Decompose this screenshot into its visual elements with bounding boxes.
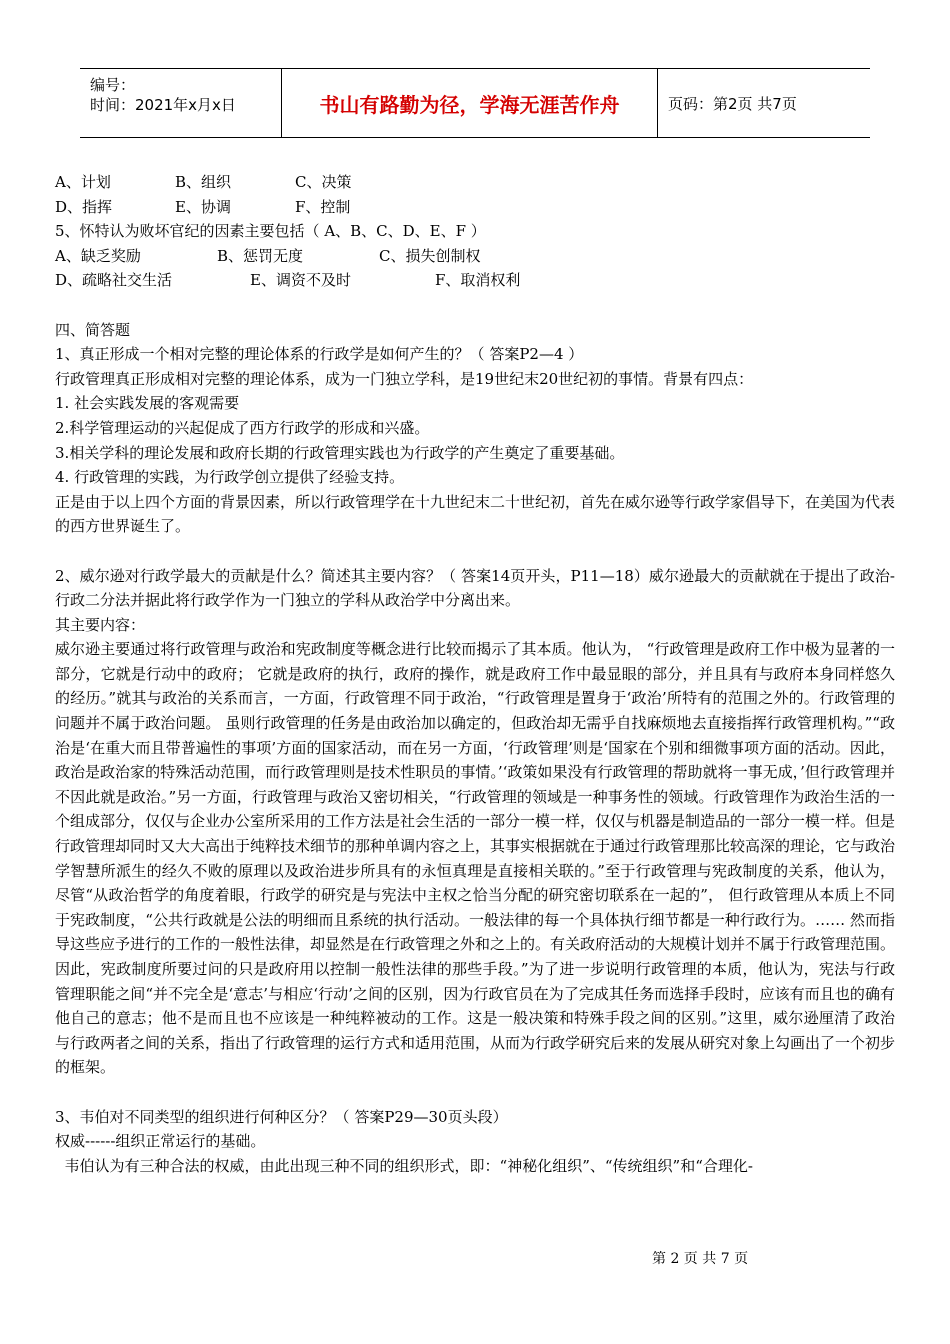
option-c: C、损失创制权 [379, 246, 481, 265]
paragraph: 韦伯认为有三种合法的权威，由此出现三种不同的组织形式，即：“神秘化组织”、“传统组织”和“合理化- [55, 1156, 753, 1175]
number-label: 编号： [90, 76, 136, 94]
list-item: 1. 社会实践发展的客观需要 [55, 394, 240, 413]
subheading: 权威------组织正常运行的基础。 [55, 1132, 266, 1151]
option-b: B、惩罚无度 [217, 246, 304, 265]
header-motto: 书山有路勤为径，学海无涯苦作舟 [282, 69, 658, 137]
question-stem: 5、怀特认为败坏官纪的因素主要包括（ A、B、C、D、E、F ） [55, 222, 486, 241]
header-page-info: 页码：第2页 共7页 [668, 94, 797, 113]
option-e: E、调资不及时 [250, 271, 351, 290]
options-row [55, 170, 895, 195]
header-meta [80, 69, 282, 137]
question-title: 2、威尔逊对行政学最大的贡献是什么？简述其主要内容？（ 答案14页开头，P11—18）威尔逊最大的贡献就在于提出了政治-行政二分法并据此将行政学作为一门独立的学科从政治学中分离出来。 [55, 566, 895, 610]
subheading: 其主要内容： [55, 615, 146, 634]
option-d: D、疏略社交生活 [55, 271, 173, 290]
page-footer: 第 2 页 共 7 页 [652, 1251, 749, 1267]
option-c: C、决策 [295, 173, 352, 191]
question-title: 1、真正形成一个相对完整的理论体系的行政学是如何产生的？（ 答案P2—4 ） [55, 345, 584, 364]
option-d: D、指挥 [55, 197, 113, 216]
option-e: E、协调 [175, 197, 231, 216]
option-a: A、缺乏奖励 [55, 246, 141, 265]
section-title: 四、简答题 [55, 320, 131, 339]
question-title: 3、韦伯对不同类型的组织进行何种区分？（ 答案P29—30页头段） [55, 1107, 508, 1126]
page-header [80, 68, 870, 138]
paragraph: 行政管理真正形成相对完整的理论体系，成为一门独立学科，是19世纪末20世纪初的事情。背景有四点： [55, 369, 754, 388]
document-body [55, 170, 895, 1178]
list-item: 4. 行政管理的实践，为行政学创立提供了经验支持。 [55, 468, 405, 487]
paragraph: 正是由于以上四个方面的背景因素，所以行政管理学在十九世纪末二十世纪初，首先在威尔逊等行政学家倡导下，在美国为代表的西方世界诞生了。 [55, 492, 896, 536]
time-label: 时间：2021年x月x日 [90, 96, 236, 114]
option-a: A、计划 [55, 173, 111, 191]
options-row [55, 244, 895, 269]
paragraph: 威尔逊主要通过将行政管理与政治和宪政制度等概念进行比较而揭示了其本质。他认为， “行政管理是政府工作中极为显著的一部分，它就是行动中的政府； 它就是政府的执行，政府的操作，就是政府工作中最显眼的部分，并且具有与政府本身同样悠久的经历。”就其与政治的关系而言，一方面，行政管理不同于政治，“行政管理是置身于‘政治’所特有的范围之外的。行政管理的问题并不属于政治问题。 虽则行政管理的任务是由政治加以确定的，但政治却无需乎自找麻烦地去直接指挥行政管理机构。”“政治是‘在重大而且带普遍性的事项’方面的国家活动，而在另一方面，‘行政管理’则是‘国家在个别和细微事项方面的活动。因此，政治是政治家的特殊活动范围，而行政管理则是技术性职员的事情。’‘政策如果没有行政管理的帮助就将一事无成，’但行政管理并不因此就是政治。”另一方面，行政管理与政治又密切相关，“行政管理的领域是一种事务性的领域。行政管理作为政治生活的一个组成部分，仅仅与企业办公室所采用的工作方法是社会生活的一部分一模一样，仅仅与机器是制造品的一部分一模一样。但是行政管理却同时又大大高出于纯粹技术细节的那种单调内容之上，其事实根据就在于通过行政管理那比较高深的理论，它与政治学智慧所派生的经久不败的原理以及政治进步所具有的永恒真理是直接相关联的。”至于行政管理与宪政制度的关系，他认为，尽管“从政治哲学的角度着眼，行政学的研究是与宪法中主权之恰当分配的研究密切联系在一起的”， 但行政管理从本质上不同于宪政制度，“公共行政就是公法的明细而且系统的执行活动。一般法律的每一个具体执行细节都是一种行政行为。…… 然而指导这些应予进行的工作的一般性法律，却显然是在行政管理之外和之上的。有关政府活动的大规模计划并不属于行政管理范围。因此，宪政制度所要过问的只是政府用以控制一般性法律的那些手段。”为了进一步说明行政管理的本质，他认为，宪法与行政管理职能之间“并不完全是‘意志’与相应‘行动’之间的区别，因为行政官员在为了完成其任务而选择手段时，应该有而且也的确有他自己的意志；他不是而且也不应该是一种纯粹被动的工作。这是一般决策和特殊手段之间的区别。”这里，威尔逊厘清了政治与行政两者之间的关系，指出了行政管理的运行方式和适用范围，从而为行政学研究后来的发展从研究对象上勾画出了一个初步的框架。 [55, 640, 896, 1077]
option-f: F、控制 [295, 197, 351, 216]
list-item: 2.科学管理运动的兴起促成了西方行政学的形成和兴盛。 [55, 418, 430, 437]
options-row [55, 268, 895, 293]
list-item: 3.相关学科的理论发展和政府长期的行政管理实践也为行政学的产生奠定了重要基础。 [55, 443, 625, 462]
option-b: B、组织 [175, 173, 232, 191]
option-f: F、取消权利 [435, 271, 521, 290]
options-row [55, 195, 895, 220]
